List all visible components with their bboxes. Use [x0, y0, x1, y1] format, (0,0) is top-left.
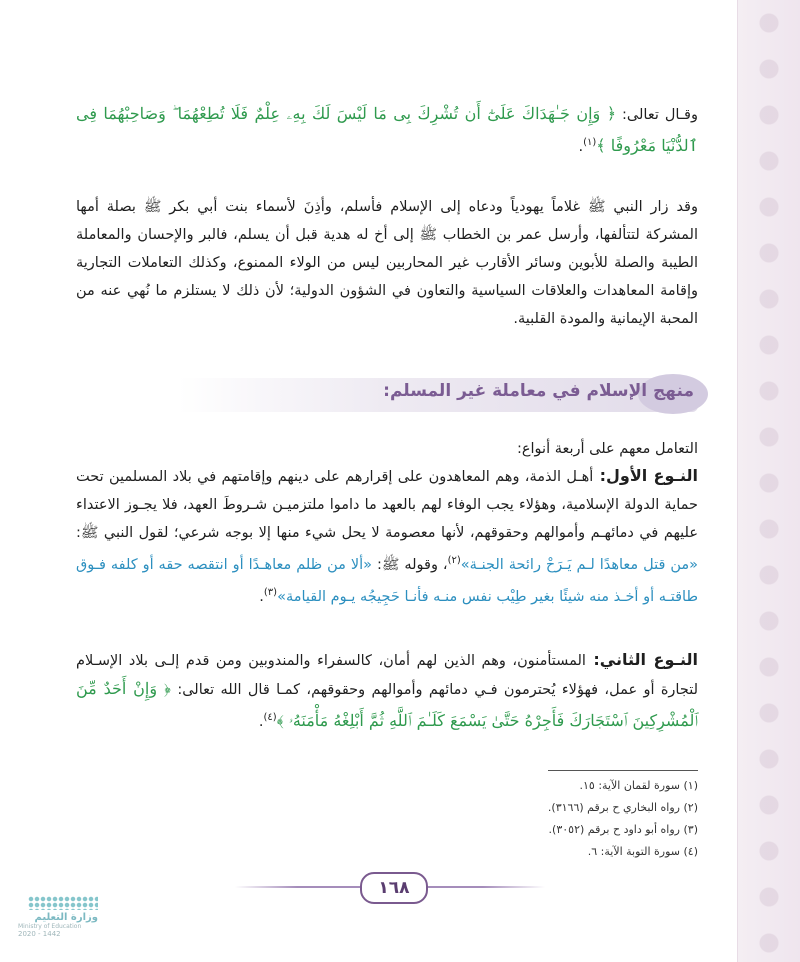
decorative-side-panel: [737, 0, 800, 962]
type-1-text-b: ، وقوله ﷺ:: [372, 556, 448, 573]
footnote-1: (١) سورة لقمان الآية: ١٥.: [579, 779, 698, 792]
section-heading: منهج الإسلام في معاملة غير المسلم:: [383, 381, 694, 401]
ornament-pattern: [746, 0, 792, 962]
hadith-quote-2: «ألا من ظلم معاهـدًا أو انتقصه حقه أو كلفه فـوق طاقتـه أو أخـذ منه شيئًا بغير طِيْب نفس منـه فأنـا حَجِيجُه يـوم القيامة»: [76, 556, 698, 605]
quran-verse: ﴿ وَإِن جَـٰهَدَاكَ عَلَىٰٓ أَن تُشْرِكَ بِى مَا لَيْسَ لَكَ بِهِۦ عِلْمٌ فَلَا تُطِعْهُمَا ۖ وَصَاحِبْهُمَا فِى ٱلدُّنْيَا مَعْرُوفًا ﴾: [76, 104, 698, 155]
type-1-label: النـوع الأول:: [593, 466, 698, 485]
punctuation: .: [258, 713, 264, 730]
type-2-paragraph: [76, 646, 698, 736]
ministry-logo: [18, 896, 98, 938]
footnote-3: (٣) رواه أبو داود ح برقم (٣٠٥٢).: [548, 823, 698, 836]
ministry-name-ar: وزارة التعليم: [34, 912, 98, 923]
footnote-ref: (٢): [447, 555, 461, 566]
page-number: ١٦٨: [360, 872, 428, 904]
verse-prefix: وقـال تعالى:: [616, 107, 698, 123]
hadith-quote-1: «من قتل معاهدًا لـم يَـرَحْ رائحة الجنـة»: [460, 556, 699, 573]
type-2-text: المستأمنون، وهم الذين لهم أمان، كالسفراء والمندوبين ومن قدم إلـى بلاد الإسـلام لتجارة أو عمل، فهؤلاء يُحترمون فـي دمائهم وأموالهم وحقوقهم، كمـا قال الله تعالى:: [76, 653, 698, 698]
footnote-2: (٢) رواه البخاري ح برقم (٣١٦٦).: [547, 801, 698, 814]
types-intro: التعامل معهم على أربعة أنواع:: [516, 441, 698, 457]
ministry-logo-icon: [28, 896, 98, 910]
punctuation: .: [578, 138, 584, 155]
footnote-ref: (٤): [263, 712, 277, 723]
quran-verse-2: ﴿ وَإِنْ أَحَدٌ مِّنَ ٱلْمُشْرِكِينَ ٱسْتَجَارَكَ فَأَجِرْهُ حَتَّىٰ يَسْمَعَ كَلَـٰمَ ٱللَّهِ ثُمَّ أَبْلِغْهُ مَأْمَنَهُۥ ﴾: [76, 679, 698, 730]
type-2-label: النـوع الثاني:: [585, 650, 698, 669]
ministry-year: 2020 - 1442: [18, 930, 61, 938]
footnote-ref: (١): [583, 137, 597, 148]
footnote-ref: (٣): [263, 586, 278, 598]
type-1-text: أهـل الذمة، وهم المعاهدون على إقرارهم على دينهم وإقامتهم في بلاد المسلمين تحت حماية الدولة الإسلامية، وهؤلاء يجب الوفاء لهم بالعهد ما داموا ملتزميـن شـروطَ العهد، فلا يجـوز الاعتداء عليهم في دمائهـم وأموالهم وحقوقهم، لأنها معصومة لا يحل شيء منها إلا بوجه شرعي؛ لقول النبي ﷺ:: [76, 469, 698, 541]
ministry-name-en: Ministry of Education: [18, 923, 82, 930]
footnote-divider: [548, 770, 698, 771]
type-1-paragraph: [76, 462, 698, 611]
intro-verse-paragraph: [76, 100, 698, 161]
footnote-4: (٤) سورة التوبة الآية: ٦.: [587, 845, 698, 858]
punctuation: .: [259, 588, 264, 605]
body-paragraph-1: وقد زار النبي ﷺ غلاماً يهودياً ودعاه إلى الإسلام فأسلم، وأذِنَ لأسماء بنت أبي بكر ﷺ بصلة أمها المشركة لتتألفها، وأرسل عمر بن الخطاب ﷺ إلى أخ له هدية قبل أن يسلم، فالبر والإحسان والمعاملة الطيبة والصلة للأبوين وسائر الأقارب غير المحاربين ليس من الولاء الممنوع، وكذلك التعاملات التجارية وإقامة المعاهدات والعلاقات السياسية والتعاون في الشؤون الدولية؛ لأن ذلك لا يستلزم ما نُهي عنه من المحبة الإيمانية والمودة القلبية.: [76, 199, 698, 327]
